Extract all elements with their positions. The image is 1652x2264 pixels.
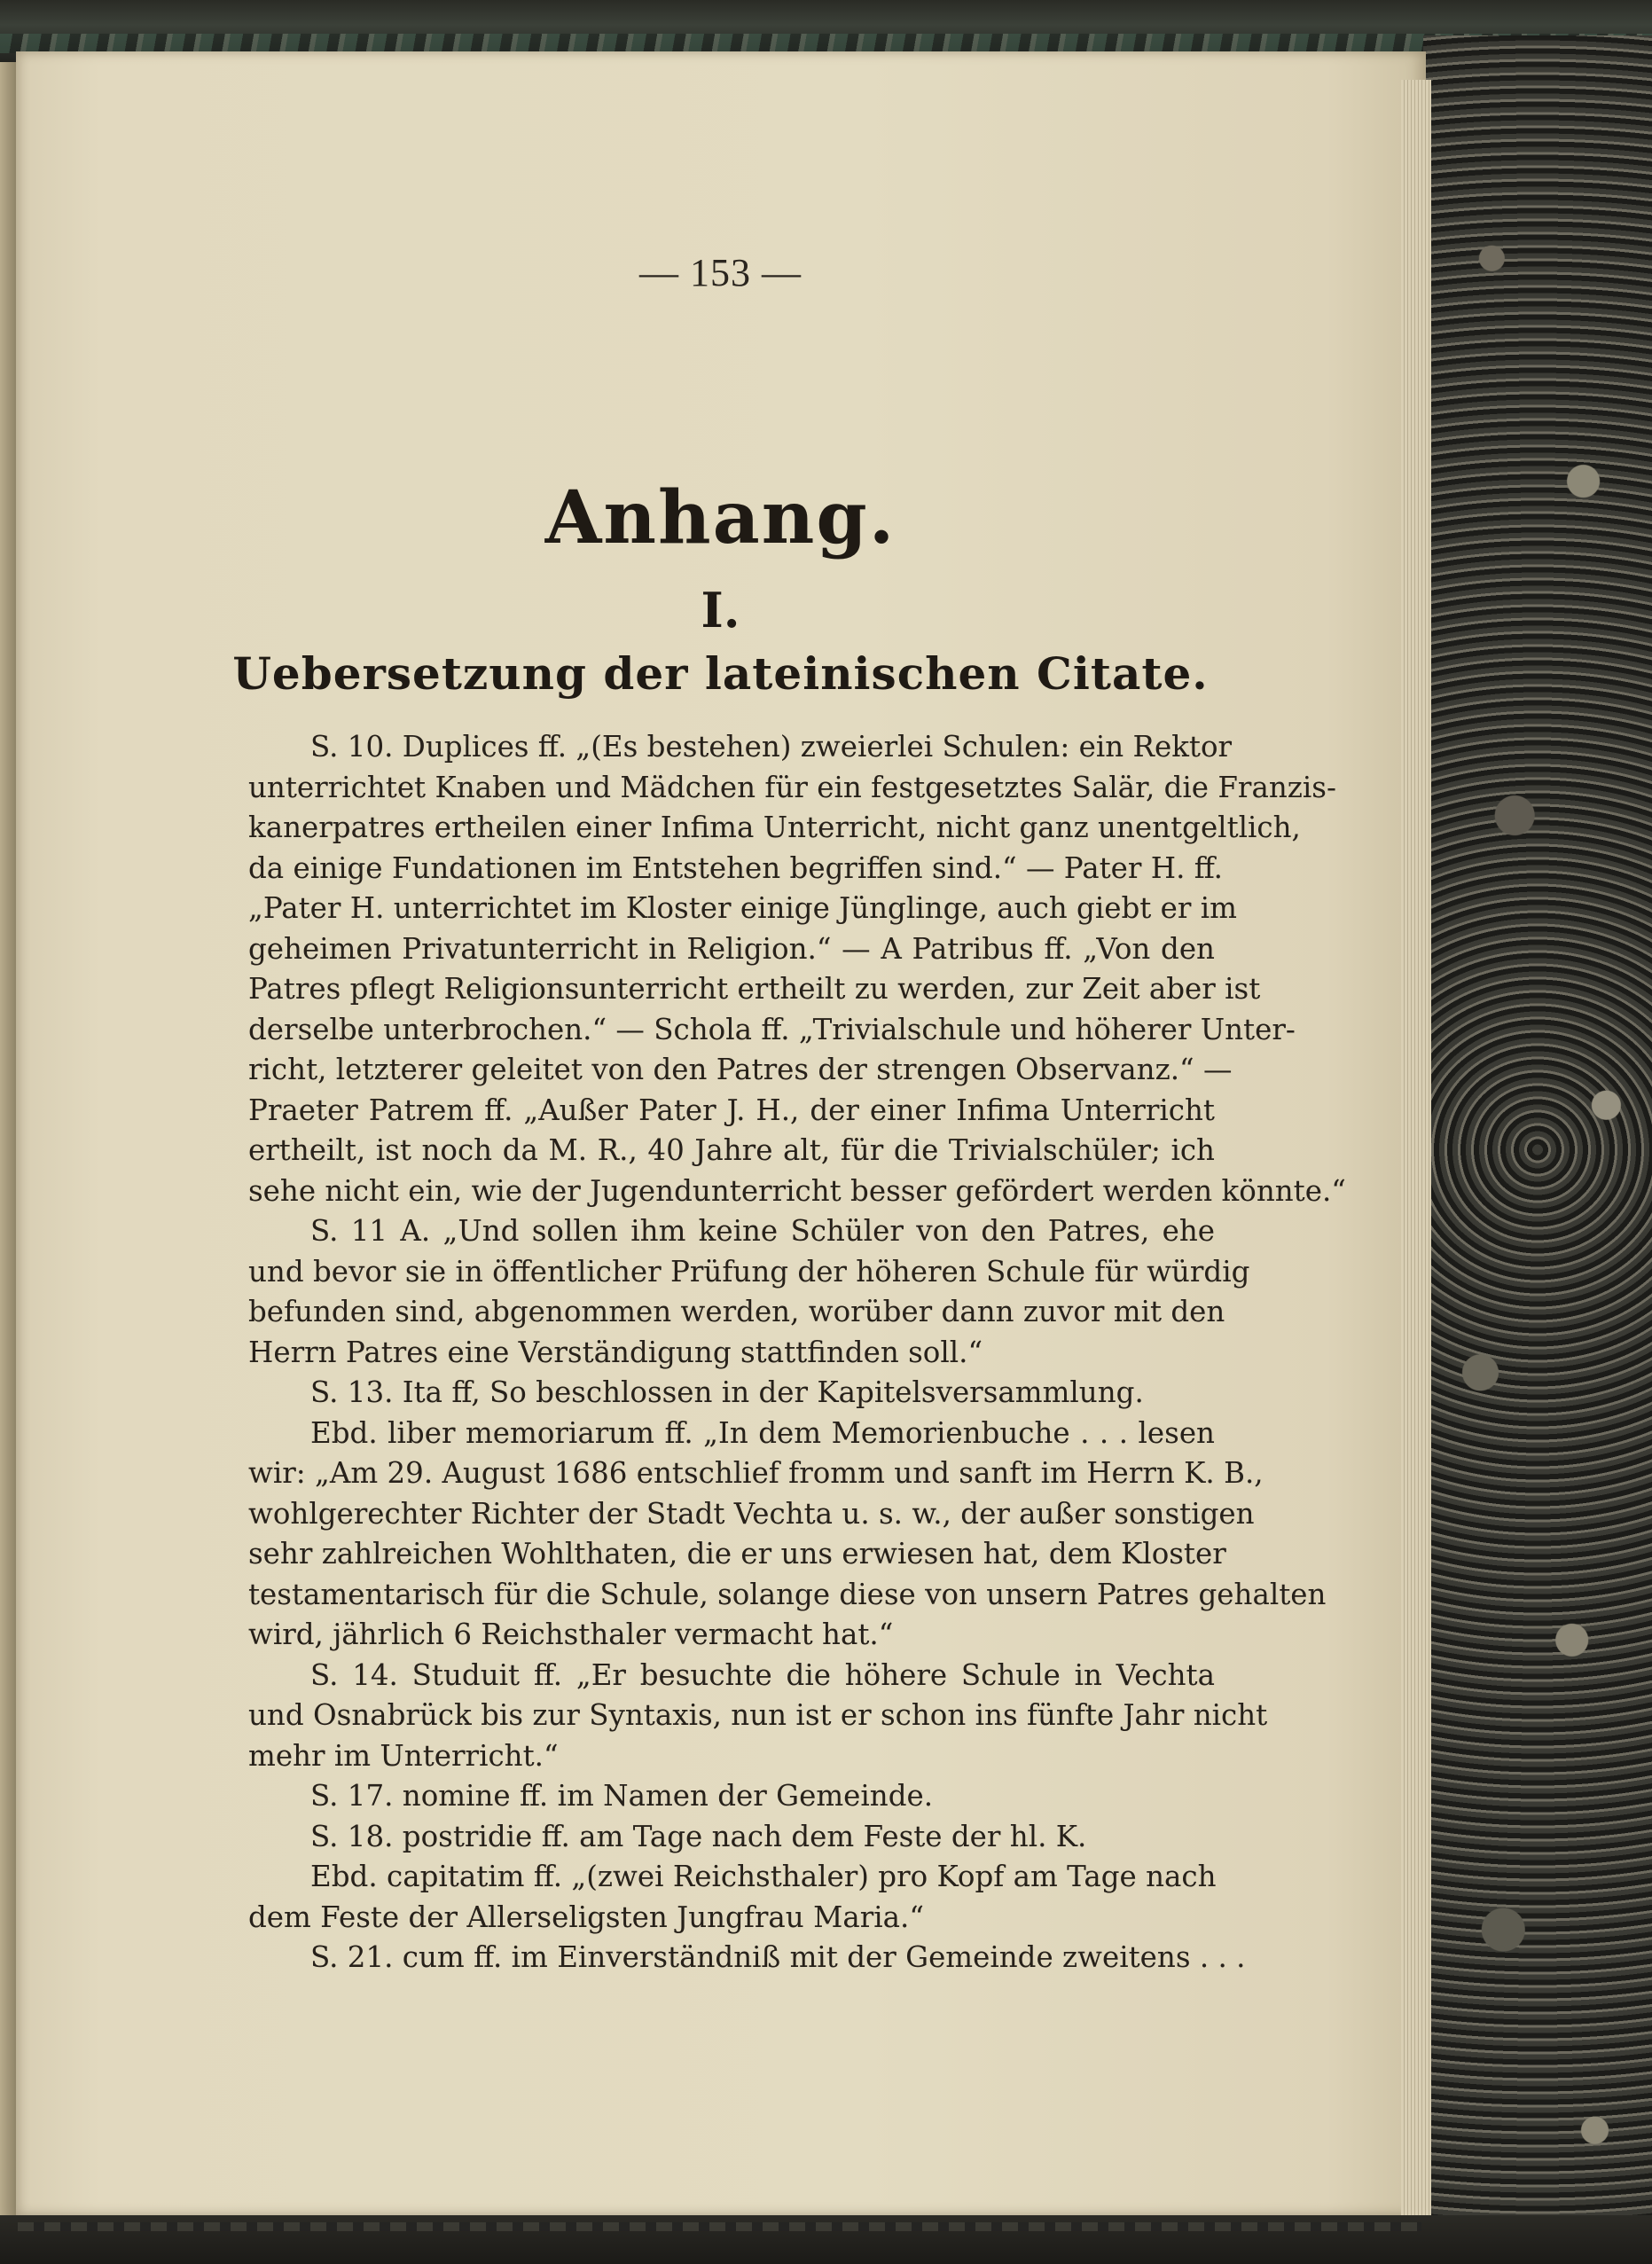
- text-line: unterrichtet Knaben und Mädchen für ein festgesetztes Salär, die Franzis-: [248, 770, 1336, 804]
- text-line: S. 10. Duplices ff. „(Es bestehen) zweierlei Schulen: ein Rektor: [310, 730, 1233, 764]
- text-line: S. 11 A. „Und sollen ihm keine Schüler von den Patres, ehe: [310, 1214, 1215, 1248]
- text-line: S. 17. nomine ff. im Namen der Gemeinde.: [310, 1779, 934, 1813]
- text-line: und bevor sie in öffentlicher Prüfung der höheren Schule für würdig: [248, 1254, 1250, 1289]
- page-title: Anhang.: [544, 475, 896, 560]
- text-line: derselbe unterbrochen.“ — Schola ff. „Trivialschule und höherer Unter-: [248, 1012, 1296, 1046]
- bottom-binding: [0, 2215, 1652, 2264]
- text-line: sehe nicht ein, wie der Jugendunterricht besser gefördert werden könnte.“: [248, 1173, 1346, 1208]
- page-stack-edges: [1401, 80, 1431, 2226]
- text-line: und Osnabrück bis zur Syntaxis, nun ist er schon ins fünfte Jahr nicht: [248, 1698, 1268, 1732]
- text-line: wir: „Am 29. August 1686 entschlief fromm und sanft im Herrn K. B.,: [248, 1456, 1264, 1490]
- text-line: befunden sind, abgenommen werden, worüber dann zuvor mit den: [248, 1295, 1225, 1328]
- left-page-edge: [0, 62, 16, 2264]
- text-line: S. 14. Studuit ff. „Er besuchte die höhere Schule in Vechta: [310, 1657, 1215, 1692]
- text-line: S. 18. postridie ff. am Tage nach dem Feste der hl. K.: [310, 1819, 1087, 1853]
- text-line: Praeter Patrem ff. „Außer Pater J. H., der einer Infima Unterricht: [248, 1093, 1215, 1127]
- text-line: richt, letzterer geleitet von den Patres der strengen Observanz.“ —: [248, 1053, 1233, 1086]
- section-number: I.: [701, 582, 740, 638]
- text-line: S. 21. cum ff. im Einverständniß mit der Gemeinde zweitens . . .: [310, 1940, 1246, 1974]
- text-line: Patres pflegt Religionsunterricht ertheilt zu werden, zur Zeit aber ist: [248, 972, 1261, 1006]
- text-line: „Pater H. unterrichtet im Kloster einige Jünglinge, auch giebt er im: [248, 891, 1237, 925]
- text-line: dem Feste der Allerseligsten Jungfrau Maria.“: [248, 1900, 924, 1934]
- text-line: wohlgerechter Richter der Stadt Vechta u. s. w., der außer sonstigen: [248, 1496, 1255, 1531]
- text-line: da einige Fundationen im Entstehen begriffen sind.“ — Pater H. ff.: [248, 850, 1224, 885]
- text-line: testamentarisch für die Schule, solange diese von unsern Patres gehalten: [248, 1577, 1327, 1611]
- body-text: [248, 727, 1346, 1978]
- text-line: kanerpatres ertheilen einer Infima Unterricht, nicht ganz unentgeltlich,: [248, 811, 1301, 844]
- marbled-cover: [1423, 35, 1652, 2264]
- text-line: geheimen Privatunterricht in Religion.“ — A Patribus ff. „Von den: [248, 931, 1215, 966]
- text-line: S. 13. Ita ff, So beschlossen in der Kapitelsversammlung.: [310, 1375, 1144, 1409]
- text-line: Ebd. liber memoriarum ff. „In dem Memorienbuche . . . lesen: [310, 1415, 1215, 1450]
- text-line: Ebd. capitatim ff. „(zwei Reichsthaler) pro Kopf am Tage nach: [310, 1860, 1217, 1893]
- page-number: — 153 —: [639, 251, 802, 294]
- text-line: wird, jährlich 6 Reichsthaler vermacht hat.“: [248, 1618, 894, 1651]
- text-line: sehr zahlreichen Wohlthaten, die er uns erwiesen hat, dem Kloster: [248, 1537, 1226, 1571]
- text-line: Herrn Patres eine Verständigung stattfinden soll.“: [248, 1335, 983, 1369]
- text-line: mehr im Unterricht.“: [248, 1738, 559, 1773]
- text-line: ertheilt, ist noch da M. R., 40 Jahre alt, für die Trivialschüler; ich: [248, 1133, 1215, 1167]
- section-title: Uebersetzung der lateinischen Citate.: [232, 647, 1209, 700]
